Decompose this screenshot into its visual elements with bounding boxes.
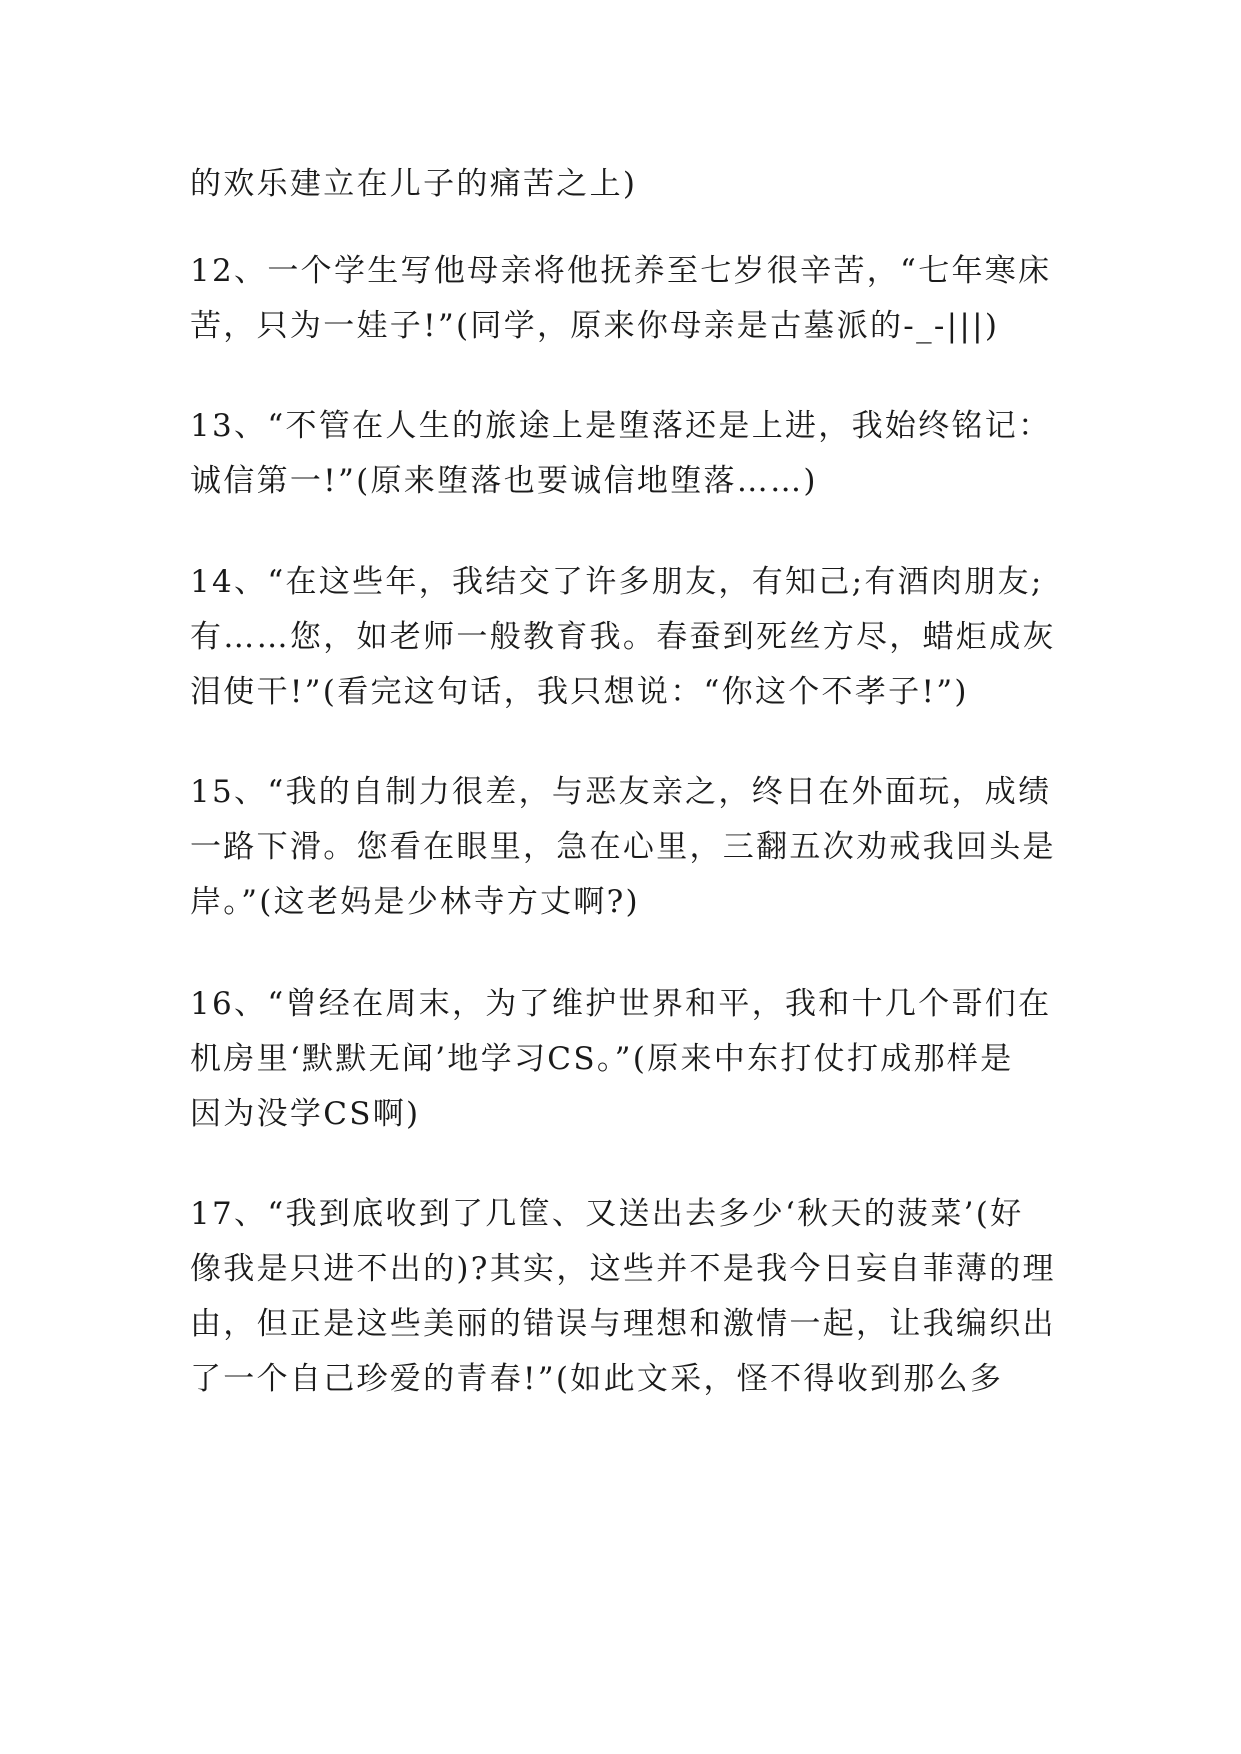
text-line: 12、一个学生写他母亲将他抚养至七岁很辛苦，“七年寒床 [190, 253, 1052, 289]
text-line: 机房里‘默默无闻’地学习CS。”(原来中东打仗打成那样是 [190, 1041, 1014, 1077]
text-line: 诚信第一!”(原来堕落也要诚信地堕落……) [190, 463, 818, 499]
text-line: 有……您，如老师一般教育我。春蚕到死丝方尽，蜡炬成灰 [190, 619, 1056, 655]
text-line: 16、“曾经在周末，为了维护世界和平，我和十几个哥们在 [190, 986, 1052, 1022]
text-line: 由，但正是这些美丽的错误与理想和激情一起，让我编织出 [190, 1306, 1056, 1342]
text-line: 一路下滑。您看在眼里，急在心里，三翻五次劝戒我回头是 [190, 829, 1056, 865]
text-line: 像我是只进不出的)?其实，这些并不是我今日妄自菲薄的理 [190, 1251, 1056, 1287]
text-line: 了一个自己珍爱的青春!”(如此文采，怪不得收到那么多 [190, 1361, 1004, 1397]
text-line: 14、“在这些年，我结交了许多朋友，有知己;有酒肉朋友; [190, 564, 1044, 600]
text-line: 因为没学CS啊) [190, 1096, 421, 1132]
text-line: 13、“不管在人生的旅途上是堕落还是上进，我始终铭记： [190, 408, 1052, 444]
text-line: 17、“我到底收到了几筐、又送出去多少‘秋天的菠菜’(好 [190, 1196, 1024, 1232]
text-line: 泪使干!”(看完这句话，我只想说：“你这个不孝子!”) [190, 674, 969, 710]
text-line: 苦，只为一娃子!”(同学，原来你母亲是古墓派的-_-|||) [190, 308, 1000, 344]
text-line: 岸。”(这老妈是少林寺方丈啊?) [190, 884, 640, 920]
text-line: 的欢乐建立在儿子的痛苦之上) [190, 166, 638, 202]
text-line: 15、“我的自制力很差，与恶友亲之，终日在外面玩，成绩 [190, 774, 1052, 810]
